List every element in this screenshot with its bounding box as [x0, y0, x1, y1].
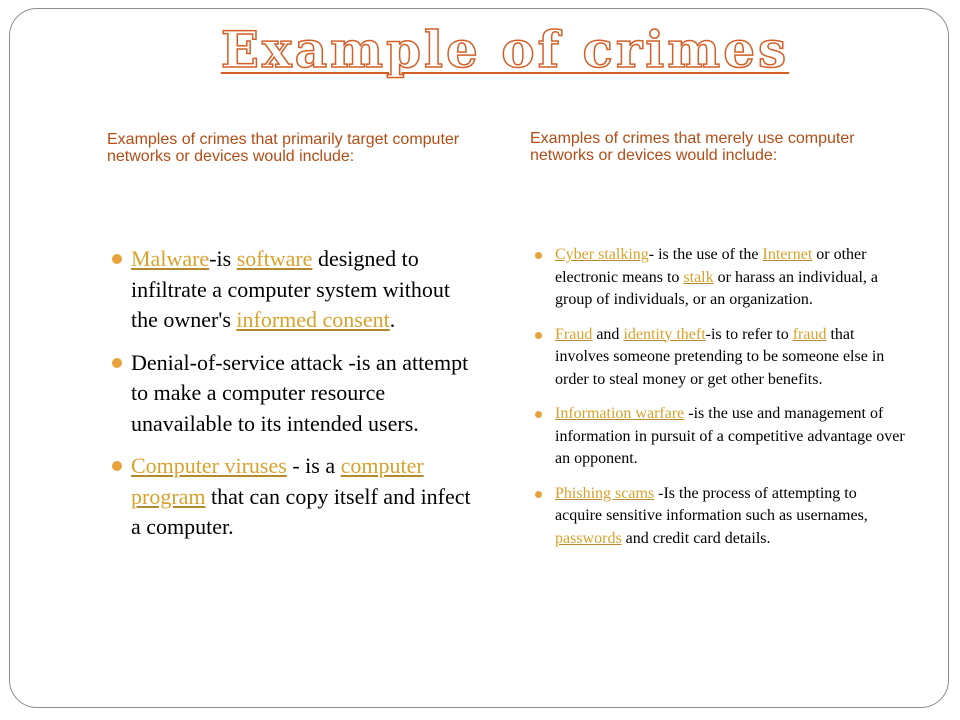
item-text: that can copy itself and infect a computer. — [131, 483, 471, 539]
bullet-icon — [535, 332, 542, 339]
link-stalk[interactable]: stalk — [683, 268, 714, 286]
list-item-malware — [112, 244, 472, 336]
link-identity-theft[interactable]: identity theft — [623, 325, 706, 343]
link-passwords[interactable]: passwords — [555, 529, 622, 547]
bullet-icon — [112, 358, 122, 368]
left-column-heading: Examples of crimes that primarily target computer networks or devices would include: — [107, 131, 460, 165]
item-text: -is to refer to — [705, 325, 793, 343]
item-text: - is a — [286, 453, 341, 478]
link-fraud-2[interactable]: fraud — [792, 325, 827, 343]
item-text: -is — [209, 246, 237, 271]
link-informed-consent[interactable]: informed consent — [236, 307, 390, 332]
item-text: -Is the process of attempting to acquire sensitive information such as usernames, — [555, 484, 868, 524]
item-text: designed to infiltrate a computer system without the owner's — [131, 246, 450, 332]
item-text: or other electronic means to — [555, 246, 867, 286]
link-phishing-scams[interactable]: Phishing scams — [555, 484, 655, 502]
item-text: Denial-of-service attack -is an attempt to make a computer resource unavailable to its intended users. — [131, 349, 469, 436]
link-computer-program[interactable]: computer program — [131, 453, 424, 509]
link-information-warfare[interactable]: Information warfare — [555, 405, 685, 422]
list-item-information-warfare — [535, 403, 905, 471]
item-text: and credit card details. — [621, 529, 771, 547]
slide-title: Example of crimes — [220, 20, 790, 79]
link-cyber-stalking[interactable]: Cyber stalking — [555, 246, 649, 263]
item-text: . — [389, 307, 396, 332]
item-text: and — [592, 325, 624, 343]
item-text: or harass an individual, a group of individuals, or an organization. — [555, 268, 879, 308]
bullet-icon — [535, 252, 542, 259]
link-software[interactable]: software — [236, 246, 313, 271]
left-bullet-list — [112, 244, 472, 555]
item-text: that involves someone pretending to be someone else in order to steal money or get other benefits. — [555, 325, 885, 388]
bullet-icon — [535, 491, 542, 498]
link-computer-viruses[interactable]: Computer viruses — [131, 453, 287, 478]
right-bullet-list — [535, 244, 905, 562]
list-item-cyber-stalking — [535, 244, 905, 312]
list-item-phishing-scams — [535, 483, 905, 551]
link-internet[interactable]: Internet — [762, 246, 813, 263]
right-column-heading: Examples of crimes that merely use computer networks or devices would include: — [530, 130, 855, 164]
list-item-fraud — [535, 324, 905, 392]
list-item-denial-of-service — [112, 348, 472, 440]
bullet-icon — [535, 411, 542, 418]
item-text: -is the use and management of information in pursuit of a competitive advantage over an opponent. — [555, 405, 905, 467]
bullet-icon — [112, 254, 122, 264]
bullet-icon — [112, 461, 122, 471]
item-text: - is the use of the — [648, 246, 763, 263]
link-fraud[interactable]: Fraud — [555, 325, 593, 343]
link-malware[interactable]: Malware — [131, 246, 210, 271]
list-item-computer-viruses — [112, 451, 472, 543]
